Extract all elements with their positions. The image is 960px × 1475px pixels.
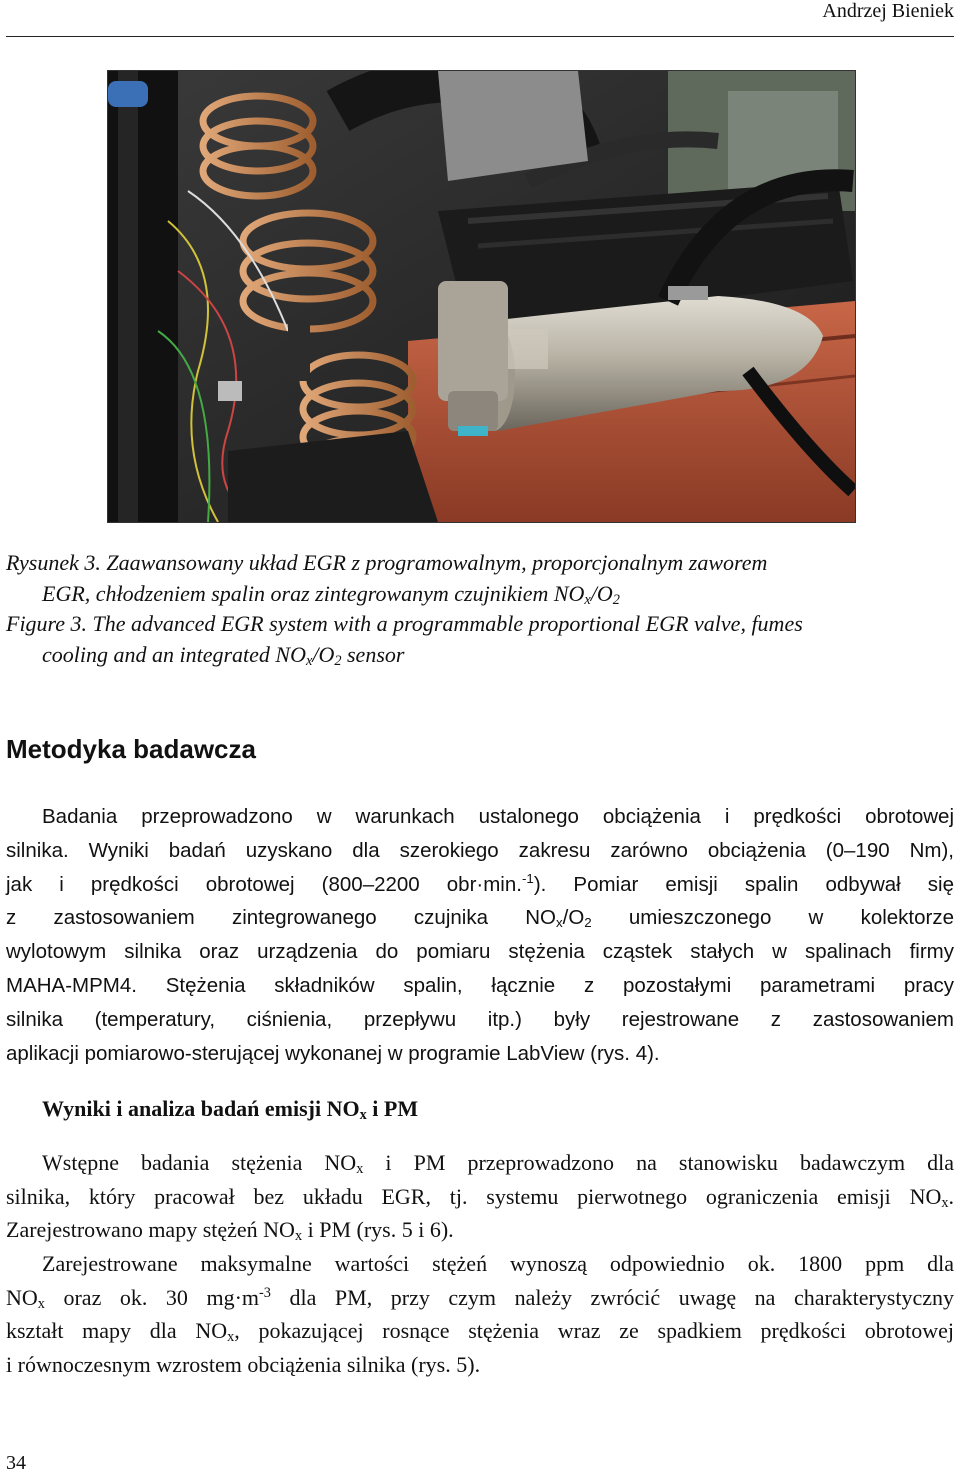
paragraph-line: aplikacji pomiarowo-sterującej wykonanej w programie LabView (rys. 4). <box>6 1041 660 1065</box>
paragraph-line: silnika, który pracował bez układu EGR, tj. systemu pierwotnego ograniczenia emisji $NO_x$. <box>6 1183 954 1211</box>
paragraph-line: i równoczesnym wzrostem obciążenia silnika (rys. 5). <box>6 1351 481 1377</box>
figure-caption <box>6 548 954 670</box>
paragraph-line: MAHA-MPM4. Stężenia składników spalin, łącznie z pozostałymi parametrami pracy <box>6 973 954 997</box>
caption-en-line-2: cooling and an integrated $NO_x/O_2$ sensor <box>42 641 405 669</box>
paragraph-line: wylotowym silnika oraz urządzenia do pomiaru stężenia cząstek stałych w spalinach firmy <box>6 940 954 964</box>
engine-photo <box>107 70 856 523</box>
paragraph-line: silnika. Wyniki badań uzyskano dla szerokiego zakresu zarówno obciążenia (0‒190 Nm), <box>6 838 954 862</box>
paragraph-line: Badania przeprowadzono w warunkach ustalonego obciążenia i prędkości obrotowej <box>42 805 954 828</box>
header-author: Andrzej Bieniek <box>822 0 954 22</box>
caption-pl-line-2: EGR, chłodzeniem spalin oraz zintegrowanym czujnikiem $NO_x/O_2$ <box>42 580 620 608</box>
paragraph-line: kształt mapy dla $NO_x$, pokazującej rosnące stężenia wraz ze spadkiem prędkości obrotowej <box>6 1318 954 1346</box>
paragraph-line: Zarejestrowano mapy stężeń $NO_x$ i PM (rys. 5 i 6). <box>6 1217 454 1245</box>
engine-photo-illustration <box>108 71 855 522</box>
results-paragraph-2 <box>6 1247 954 1381</box>
results-paragraph-1 <box>6 1146 954 1247</box>
paragraph-line: jak i prędkości obrotowej (800‒2200 obr·min.$^{-1}$). Pomiar emisji spalin odbywał się <box>6 870 954 896</box>
section-title: Metodyka badawcza <box>6 734 256 764</box>
paragraph-line: z zastosowaniem zintegrowanego czujnika $NO_x/O_2$ umieszczonego w kolektorze <box>6 906 955 931</box>
caption-pl-line-1: Rysunek 3. Zaawansowany układ EGR z programowalnym, proporcjonalnym zaworem <box>6 550 768 575</box>
caption-en-line-1: Figure 3. The advanced EGR system with a programmable proportional EGR valve, fumes <box>6 611 803 636</box>
subsection-title: Wyniki i analiza badań emisji $NO_x$ i PM <box>42 1096 419 1123</box>
methodology-paragraph <box>6 800 954 1070</box>
paragraph-line: Zarejestrowane maksymalne wartości stężeń wynoszą odpowiednio ok. 1800 ppm dla <box>42 1251 954 1276</box>
header-rule <box>6 36 954 37</box>
page-number: 34 <box>6 1452 26 1474</box>
paragraph-line: silnika (temperatury, ciśnienia, przepływu itp.) były rejestrowane z zastosowaniem <box>6 1007 954 1031</box>
paragraph-line: $NO_x$ oraz ok. 30 $mg\cdot m^{-3}$ dla PM, przy czym należy zwrócić uwagę na charakterystyczny <box>6 1284 955 1312</box>
paragraph-line: Wstępne badania stężenia $NO_x$ i PM przeprowadzono na stanowisku badawczym dla <box>42 1150 954 1177</box>
